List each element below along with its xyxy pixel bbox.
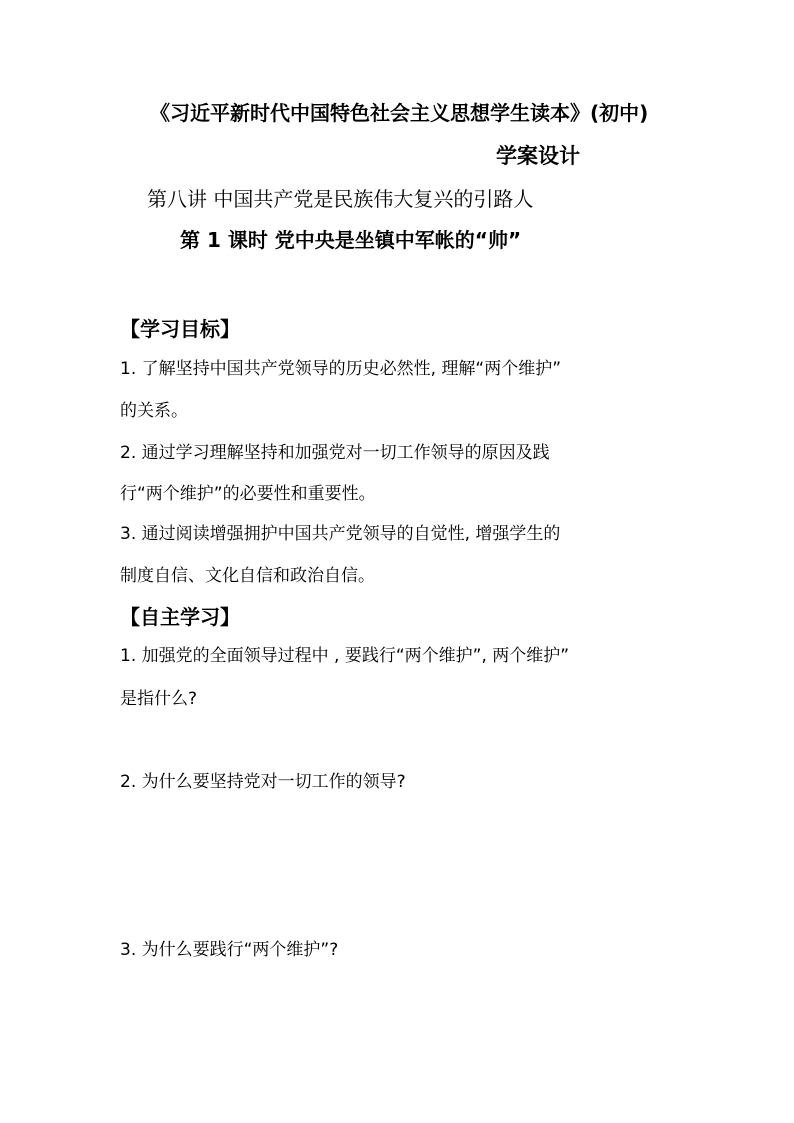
self-study-heading: 【自主学习】 <box>120 605 240 629</box>
objective-line: 2. 通过学习理解坚持和加强党对一切工作领导的原因及践 <box>120 443 550 463</box>
question-line: 3. 为什么要践行“两个维护”? <box>120 940 339 960</box>
objectives-heading: 【学习目标】 <box>120 317 240 341</box>
lecture-title: 第八讲 中国共产党是民族伟大复兴的引路人 <box>147 187 534 211</box>
book-title: 《习近平新时代中国特色社会主义思想学生读本》(初中) <box>150 101 649 125</box>
objective-line: 的关系。 <box>120 401 188 421</box>
objective-line: 制度自信、文化自信和政治自信。 <box>120 566 375 586</box>
objective-line: 行“两个维护”的必要性和重要性。 <box>120 484 376 504</box>
question-line: 2. 为什么要坚持党对一切工作的领导? <box>120 772 406 792</box>
document-subtitle: 学案设计 <box>496 144 580 168</box>
lesson-title: 第 1 课时 党中央是坐镇中军帐的“帅” <box>180 228 522 252</box>
question-line: 是指什么? <box>120 689 198 709</box>
objective-line: 3. 通过阅读增强拥护中国共产党领导的自觉性, 增强学生的 <box>120 524 561 544</box>
objective-line: 1. 了解坚持中国共产党领导的历史必然性, 理解“两个维护” <box>120 359 562 379</box>
question-line: 1. 加强党的全面领导过程中 , 要践行“两个维护”, 两个维护” <box>120 646 570 666</box>
